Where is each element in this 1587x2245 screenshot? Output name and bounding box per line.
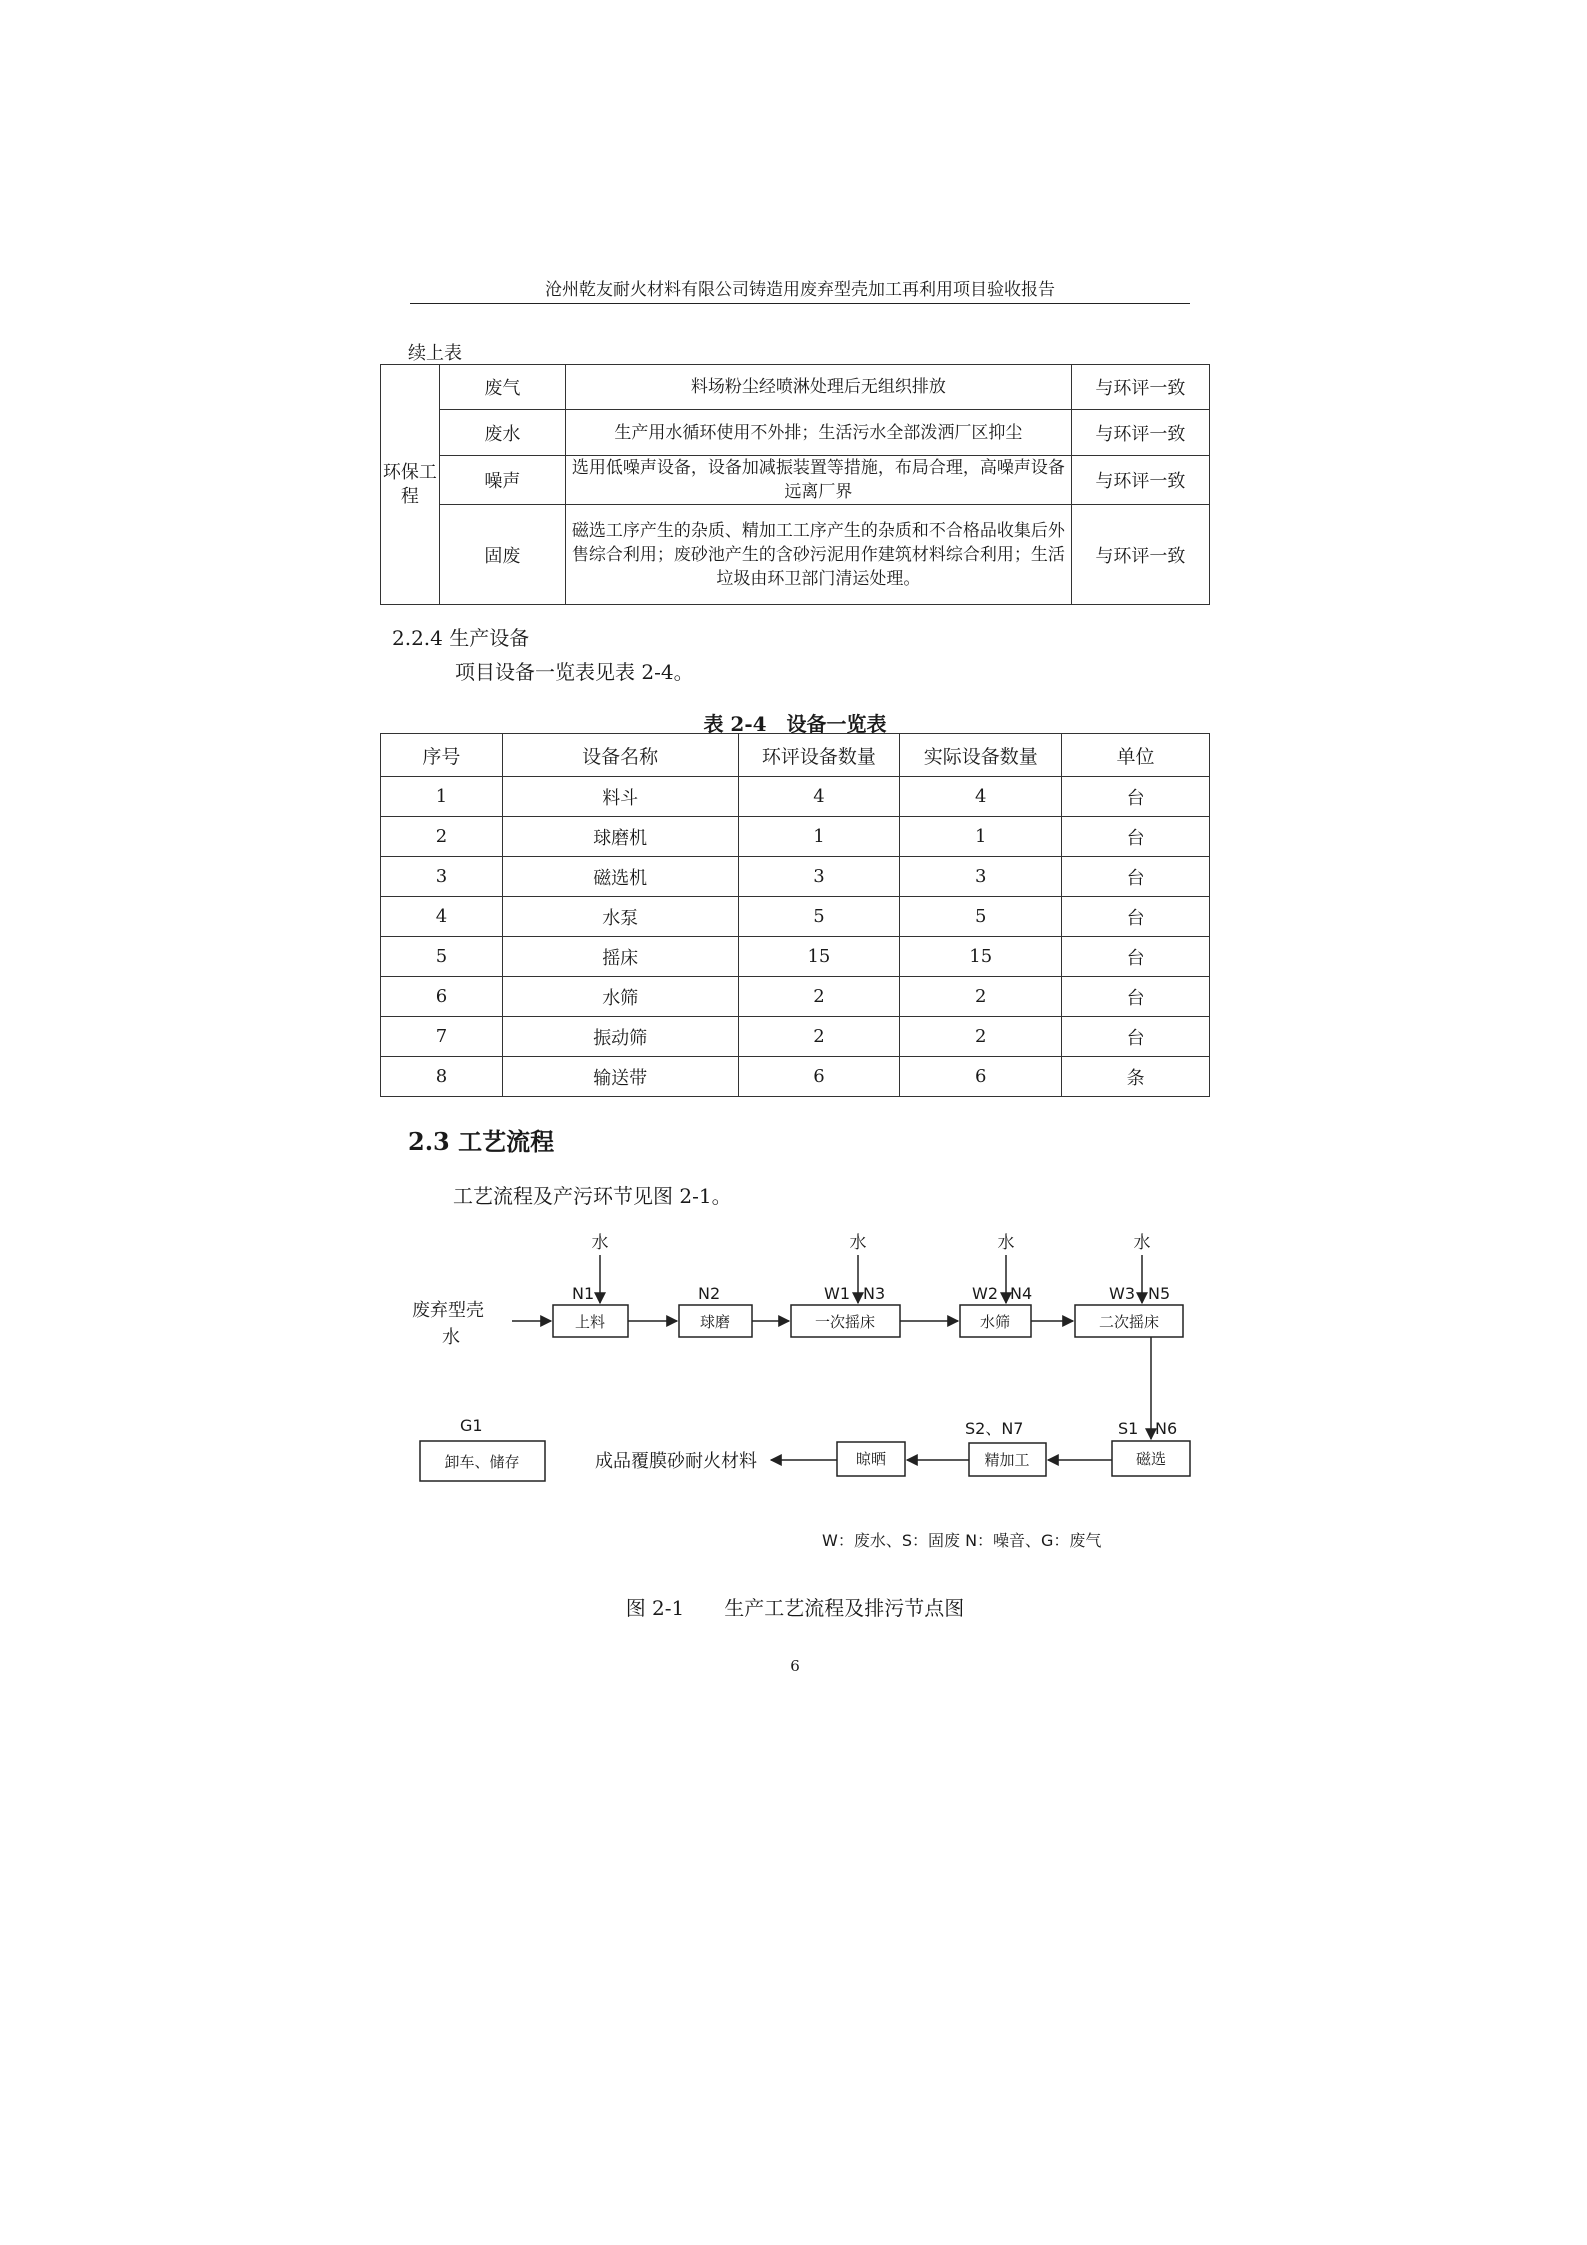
table-cell: 振动筛 [502,1017,738,1057]
table-row [381,857,1210,897]
table-cell: 6 [738,1057,900,1097]
table-cell: 2 [738,977,900,1017]
table-cell: 2 [900,977,1062,1017]
column-header: 设备名称 [502,734,738,777]
table-cell: 台 [1062,817,1210,857]
table-cell: 3 [381,857,503,897]
table-cell: 8 [381,1057,503,1097]
table-cell: 6 [381,977,503,1017]
emission-label: W1 [824,1284,850,1303]
table-cell: 15 [738,937,900,977]
equipment-table [380,733,1210,1097]
env-type-cell: 固废 [439,505,565,605]
product-label: 成品覆膜砂耐火材料 [595,1451,757,1472]
env-result-cell: 与环评一致 [1071,456,1209,505]
flow-box-label: 球磨 [699,1313,731,1331]
table-row [381,1057,1210,1097]
table-cell: 台 [1062,937,1210,977]
table-cell: 球磨机 [502,817,738,857]
header-rule [410,303,1190,304]
table-row [381,977,1210,1017]
table-cell: 5 [900,897,1062,937]
flow-box-label: 二次摇床 [1098,1313,1160,1331]
env-result-cell: 与环评一致 [1071,410,1209,456]
water-input-label: 水 [849,1233,867,1253]
table-cell: 台 [1062,977,1210,1017]
table-cell: 台 [1062,897,1210,937]
table-cell: 水筛 [502,977,738,1017]
table-cell: 2 [900,1017,1062,1057]
table-cell: 磁选机 [502,857,738,897]
flow-box-label: 上料 [574,1313,606,1331]
flow-box-label: 精加工 [984,1451,1030,1469]
column-header: 实际设备数量 [900,734,1062,777]
env-result-cell: 与环评一致 [1071,505,1209,605]
input-label: 废弃型壳 [412,1300,484,1321]
figure-caption: 图 2-1 生产工艺流程及排污节点图 [625,1596,965,1620]
table-row [381,410,1210,456]
env-desc-cell: 生产用水循环使用不外排；生活污水全部泼洒厂区抑尘 [565,410,1071,456]
table-cell: 3 [738,857,900,897]
water-input-label: 水 [591,1233,609,1253]
env-protection-table [380,364,1210,605]
env-type-cell: 废水 [439,410,565,456]
column-header: 序号 [381,734,503,777]
emission-label: W2 [972,1284,998,1303]
page-number: 6 [790,1657,800,1675]
emission-label: N2 [698,1284,721,1303]
table-row [381,365,1210,410]
flow-legend: W：废水、S：固废 N：噪音、G：废气 [822,1531,1102,1550]
flow-box-label: 晾晒 [855,1450,887,1468]
continued-table-label: 续上表 [408,343,462,364]
emission-label: N5 [1148,1284,1171,1303]
table-cell: 2 [738,1017,900,1057]
table-cell: 摇床 [502,937,738,977]
section-heading-2-2-4: 2.2.4 生产设备 [392,626,530,650]
table-cell: 5 [381,937,503,977]
table-cell: 5 [738,897,900,937]
env-type-cell: 噪声 [439,456,565,505]
table-row [381,817,1210,857]
flow-box-label: 卸车、储存 [444,1453,520,1471]
table-cell: 6 [900,1057,1062,1097]
table-cell: 台 [1062,1017,1210,1057]
emission-label: N1 [572,1284,595,1303]
emission-label: G1 [460,1416,483,1435]
table-row [381,456,1210,505]
env-result-cell: 与环评一致 [1071,365,1209,410]
water-input-label: 水 [1133,1233,1151,1253]
table-cell: 台 [1062,857,1210,897]
env-desc-cell: 磁选工序产生的杂质、精加工工序产生的杂质和不合格品收集后外售综合利用；废砂池产生的含砂污泥用作建筑材料综合利用；生活垃圾由环卫部门清运处理。 [565,505,1071,605]
process-flow-diagram [400,1215,1200,1555]
emission-label: N4 [1010,1284,1033,1303]
emission-label: S1 [1118,1419,1139,1438]
table-row [381,1017,1210,1057]
table-cell: 2 [381,817,503,857]
water-input-label: 水 [997,1233,1015,1253]
flow-box-label: 一次摇床 [814,1313,876,1331]
emission-label: W3 [1109,1284,1135,1303]
table-row [381,505,1210,605]
table-cell: 条 [1062,1057,1210,1097]
table-row [381,937,1210,977]
table-row [381,897,1210,937]
table-cell: 台 [1062,777,1210,817]
flow-box-label: 磁选 [1135,1450,1167,1468]
table-row [381,777,1210,817]
table-cell: 输送带 [502,1057,738,1097]
table-cell: 1 [900,817,1062,857]
env-type-cell: 废气 [439,365,565,410]
table-caption: 表 2-4 设备一览表 [703,712,887,736]
table-cell: 15 [900,937,1062,977]
column-header: 环评设备数量 [738,734,900,777]
section-paragraph: 项目设备一览表见表 2-4。 [455,660,694,684]
input-label: 水 [442,1327,460,1348]
emission-label: N6 [1155,1419,1178,1438]
env-desc-cell: 选用低噪声设备，设备加减振装置等措施，布局合理，高噪声设备远离厂界 [565,456,1071,505]
flow-box-label: 水筛 [979,1313,1011,1331]
section-paragraph: 工艺流程及产污环节见图 2-1。 [453,1184,732,1208]
table-cell: 1 [381,777,503,817]
section-heading-2-3: 2.3 工艺流程 [408,1127,555,1156]
table-cell: 4 [900,777,1062,817]
emission-label: N3 [863,1284,886,1303]
env-desc-cell: 料场粉尘经喷淋处理后无组织排放 [565,365,1071,410]
table-cell: 7 [381,1017,503,1057]
column-header: 单位 [1062,734,1210,777]
table-cell: 3 [900,857,1062,897]
table-cell: 料斗 [502,777,738,817]
table-cell: 4 [381,897,503,937]
emission-label: S2、N7 [965,1419,1024,1438]
page-header-title: 沧州乾友耐火材料有限公司铸造用废弃型壳加工再利用项目验收报告 [545,280,1055,300]
env-main-label: 环保工程 [381,365,440,605]
table-cell: 水泵 [502,897,738,937]
table-cell: 4 [738,777,900,817]
table-cell: 1 [738,817,900,857]
table-header-row [381,734,1210,777]
